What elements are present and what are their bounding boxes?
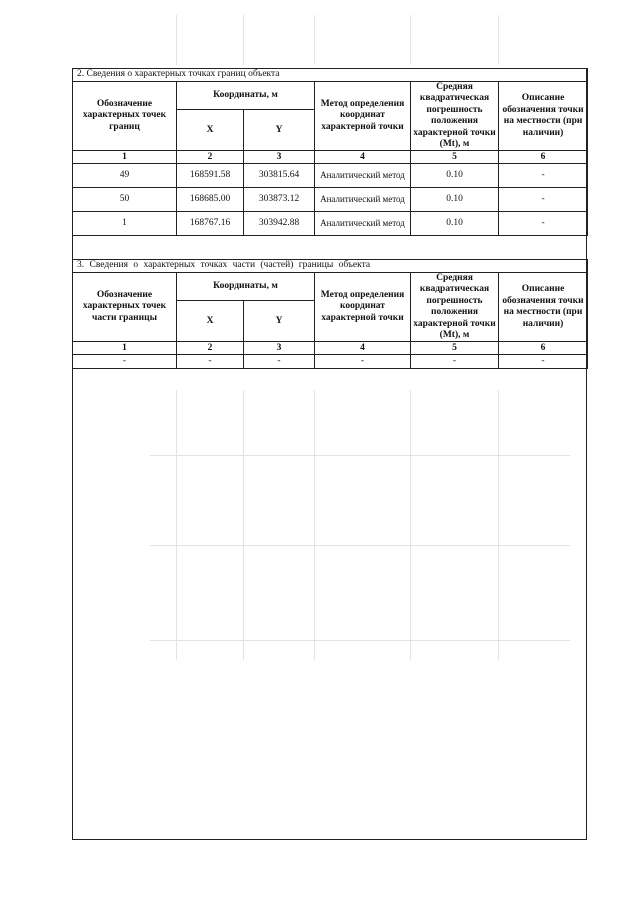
table-row <box>73 355 588 369</box>
description: - <box>499 212 588 236</box>
column-number: 2 <box>177 342 244 355</box>
coord-x: 168591.58 <box>177 164 244 188</box>
mt-value: 0.10 <box>411 188 499 212</box>
table-row <box>73 212 588 236</box>
coord-x: 168685.00 <box>177 188 244 212</box>
column-number: 5 <box>411 151 499 164</box>
column-number: 6 <box>499 151 588 164</box>
table-row <box>73 188 588 212</box>
mt-value: 0.10 <box>411 164 499 188</box>
section2-header-y: Y <box>244 110 315 151</box>
section2-header-description: Описание обозначения точки на местности (при наличии) <box>499 82 588 151</box>
method: Аналитический метод <box>315 212 411 236</box>
point-id: 49 <box>73 164 177 188</box>
section2-table <box>72 68 588 236</box>
coord-y: 303873.12 <box>244 188 315 212</box>
column-number: 1 <box>73 342 177 355</box>
section2-header-x: X <box>177 110 244 151</box>
coord-y: 303815.64 <box>244 164 315 188</box>
section3-header-coordinates: Координаты, м <box>177 273 315 301</box>
coord-x: - <box>177 355 244 369</box>
point-id: 50 <box>73 188 177 212</box>
section3-header-description: Описание обозначения точки на местности (при наличии) <box>499 273 588 342</box>
section3-header-method: Метод определения координат характерной точки <box>315 273 411 342</box>
section3-header-error: Средняя квадратическая погрешность положения характерной точки (Mt), м <box>411 273 499 342</box>
section2-header-error: Средняя квадратическая погрешность положения характерной точки (Mt), м <box>411 82 499 151</box>
section2-header-coordinates: Координаты, м <box>177 82 315 110</box>
column-number: 4 <box>315 342 411 355</box>
column-number: 6 <box>499 342 588 355</box>
description: - <box>499 188 588 212</box>
column-number: 2 <box>177 151 244 164</box>
method: Аналитический метод <box>315 188 411 212</box>
method: - <box>315 355 411 369</box>
column-number: 5 <box>411 342 499 355</box>
column-number: 3 <box>244 342 315 355</box>
mt-value: - <box>411 355 499 369</box>
coord-y: 303942.88 <box>244 212 315 236</box>
section3-header-x: X <box>177 301 244 342</box>
section3-number-row <box>73 342 588 355</box>
table-row <box>73 164 588 188</box>
section3-header-designation: Обозначение характерных точек части границы <box>73 273 177 342</box>
section2-title: 2. Сведения о характерных точках границ объекта <box>73 69 588 82</box>
section3-title: 3. Сведения о характерных точках части (частей) границы объекта <box>73 260 588 273</box>
description: - <box>499 164 588 188</box>
method: Аналитический метод <box>315 164 411 188</box>
point-id: - <box>73 355 177 369</box>
description: - <box>499 355 588 369</box>
coord-y: - <box>244 355 315 369</box>
column-number: 4 <box>315 151 411 164</box>
point-id: 1 <box>73 212 177 236</box>
mt-value: 0.10 <box>411 212 499 236</box>
section3-header-y: Y <box>244 301 315 342</box>
coord-x: 168767.16 <box>177 212 244 236</box>
column-number: 1 <box>73 151 177 164</box>
section2-header-designation: Обозначение характерных точек границ <box>73 82 177 151</box>
section3-table <box>72 259 588 369</box>
column-number: 3 <box>244 151 315 164</box>
section2-number-row <box>73 151 588 164</box>
section2-header-method: Метод определения координат характерной точки <box>315 82 411 151</box>
